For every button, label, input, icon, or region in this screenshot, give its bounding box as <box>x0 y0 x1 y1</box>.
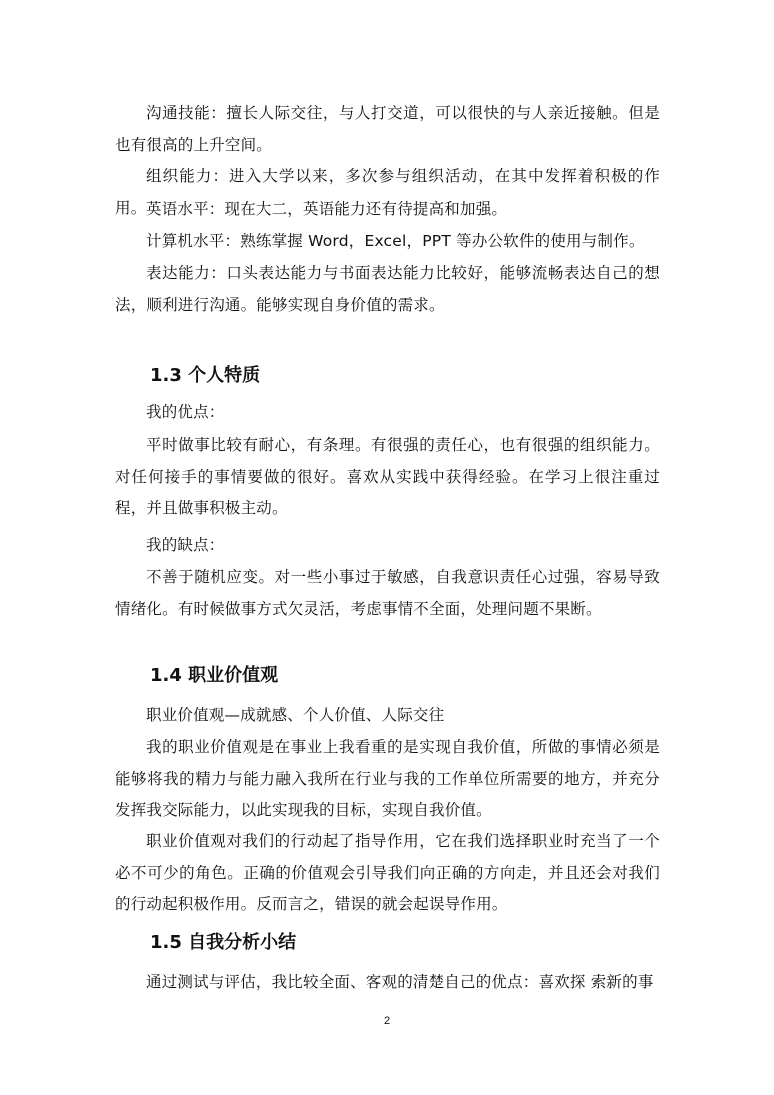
strengths-label: 我的优点： <box>146 403 225 421</box>
page-number: 2 <box>383 1015 391 1027</box>
values-paragraph-1: 我的职业价值观是在事业上我看重的是实现自我价值，所做的事情必须是能够将我的精力与能力融入我所在行业与我的工作单位所需要的地方，并充分发挥我交际能力，以此实现我的目标，实现自我价值。 <box>115 738 660 819</box>
section-heading-1-4: 1.4 职业价值观 <box>150 665 279 686</box>
section-heading-1-5: 1.5 自我分析小结 <box>150 932 297 953</box>
section-heading-1-3: 1.3 个人特质 <box>150 365 261 386</box>
communication-skill-paragraph: 沟通技能：擅长人际交往，与人打交道，可以很快的与人亲近接触。但是也有很高的上升空间。 <box>115 104 660 154</box>
expression-skill-paragraph: 表达能力：口头表达能力与书面表达能力比较好，能够流畅表达自己的想法，顺利进行沟通。能够实现自身价值的需求。 <box>115 264 660 314</box>
weaknesses-label: 我的缺点： <box>146 536 225 554</box>
organization-skill-paragraph: 组织能力：进入大学以来，多次参与组织活动，在其中发挥着积极的作用。 <box>115 167 660 217</box>
values-summary: 职业价值观—成就感、个人价值、人际交往 <box>146 706 445 724</box>
strengths-paragraph: 平时做事比较有耐心，有条理。有很强的责任心，也有很强的组织能力。对任何接手的事情要做的很好。喜欢从实践中获得经验。在学习上很注重过程，并且做事积极主动。 <box>115 436 660 517</box>
weaknesses-paragraph: 不善于随机应变。对一些小事过于敏感，自我意识责任心过强，容易导致情绪化。有时候做事方式欠灵活，考虑事情不全面，处理问题不果断。 <box>115 568 660 618</box>
computer-level-paragraph: 计算机水平：熟练掌握 Word，Excel，PPT 等办公软件的使用与制作。 <box>146 232 645 250</box>
values-paragraph-2: 职业价值观对我们的行动起了指导作用，它在我们选择职业时充当了一个必不可少的角色。正确的价值观会引导我们向正确的方向走，并且还会对我们的行动起积极作用。反而言之，错误的就会起误导作用。 <box>115 832 660 913</box>
english-level-paragraph: 英语水平：现在大二，英语能力还有待提高和加强。 <box>146 200 508 218</box>
summary-paragraph: 通过测试与评估，我比较全面、客观的清楚自己的优点：喜欢探 索新的事 <box>146 973 654 991</box>
